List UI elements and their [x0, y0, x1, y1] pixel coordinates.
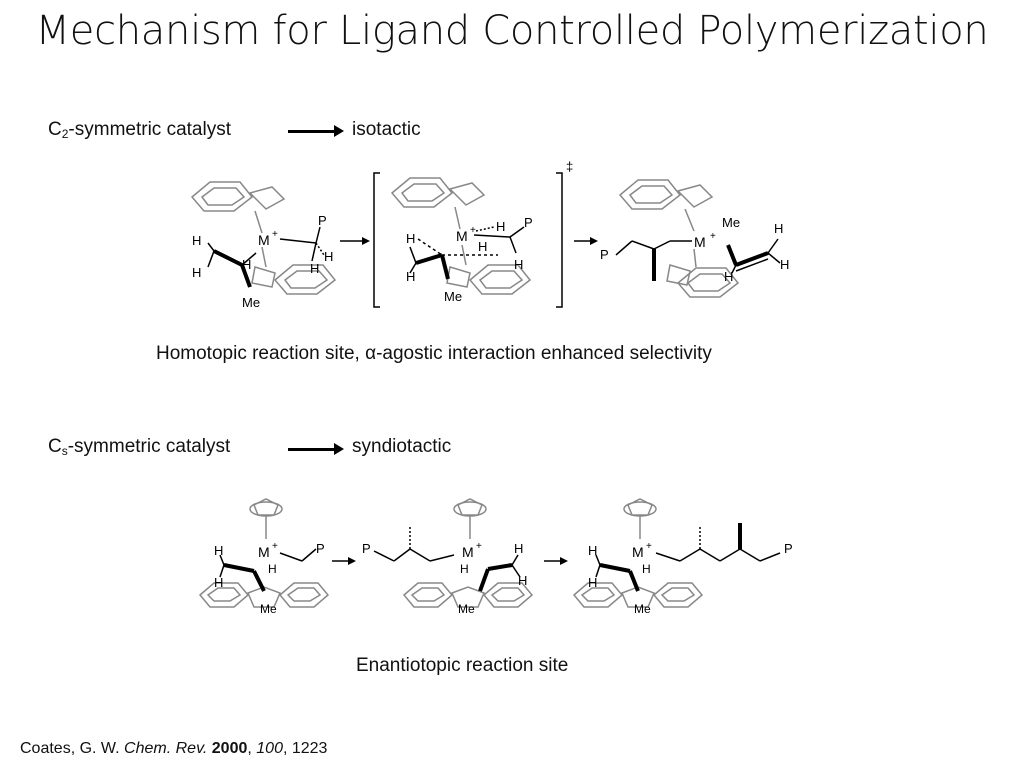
- citation-author: Coates, G. W.: [20, 740, 120, 757]
- isotactic-label: isotactic: [352, 119, 421, 140]
- cs-reaction-arrow: [288, 448, 336, 451]
- atom-h-label: H: [214, 543, 224, 558]
- citation-journal: Chem. Rev.: [124, 740, 208, 757]
- citation-volume: 100: [256, 740, 283, 757]
- transition-state-symbol: ‡: [566, 159, 574, 174]
- atom-h-label: H: [588, 543, 598, 558]
- atom-h-label: H: [478, 239, 488, 254]
- atom-h-label: H: [514, 541, 524, 556]
- charge-label: +: [470, 225, 476, 236]
- charge-label: +: [710, 231, 716, 242]
- polymer-p-label: P: [524, 215, 533, 230]
- citation: Coates, G. W. Chem. Rev. 2000, 100, 1223: [20, 740, 328, 757]
- cs-mechanism-scheme: [190, 495, 810, 625]
- atom-h-label: H: [310, 261, 320, 276]
- atom-h-label: H: [514, 257, 524, 272]
- metal-label: M: [258, 544, 270, 560]
- c2-structure-3: [620, 180, 741, 297]
- charge-label: +: [646, 541, 652, 552]
- atom-h-label: H: [192, 233, 202, 248]
- polymer-p-label: P: [318, 213, 327, 228]
- methyl-label: Me: [722, 215, 741, 230]
- polymer-p-label: P: [784, 541, 793, 556]
- citation-pages: 1223: [291, 740, 328, 757]
- methyl-label: Me: [634, 602, 651, 616]
- atom-h-label: H: [242, 257, 252, 272]
- atom-h-label: H: [324, 249, 334, 264]
- c2-mechanism-scheme: [180, 155, 820, 315]
- cs-structure-1: [200, 499, 356, 616]
- atom-h-label: H: [268, 562, 277, 576]
- metal-label: M: [456, 228, 468, 244]
- atom-h-label: H: [518, 573, 528, 588]
- methyl-label: Me: [458, 602, 475, 616]
- cs-catalyst-label: $C_s$-symmetric catalyst: [48, 436, 231, 458]
- page-title: Mechanism for Ligand Controlled Polymerization: [35, 8, 989, 54]
- atom-h-label: H: [780, 257, 790, 272]
- atom-h-label: H: [460, 562, 469, 576]
- methyl-label: Me: [444, 289, 463, 304]
- atom-h-label: H: [642, 562, 651, 576]
- methyl-label: Me: [242, 295, 261, 310]
- atom-h-label: H: [406, 269, 416, 284]
- polymer-p-label: P: [362, 541, 371, 556]
- metal-label: M: [694, 234, 706, 250]
- cs-caption: Enantiotopic reaction site: [356, 655, 569, 676]
- atom-h-label: H: [724, 269, 734, 284]
- syndiotactic-label: syndiotactic: [352, 436, 452, 457]
- c2-catalyst-label: $C_2$-symmetric catalyst: [48, 119, 231, 141]
- c2-caption: Homotopic reaction site, α-agostic interaction enhanced selectivity: [156, 343, 712, 364]
- atom-h-label: H: [774, 221, 784, 236]
- citation-year: 2000: [211, 740, 248, 757]
- polymer-p-label: P: [316, 541, 325, 556]
- atom-h-label: H: [192, 265, 202, 280]
- atom-h-label: H: [588, 575, 598, 590]
- metal-label: M: [632, 544, 644, 560]
- polymer-p-label: P: [600, 247, 609, 262]
- atom-h-label: H: [496, 219, 506, 234]
- charge-label: +: [272, 229, 278, 240]
- charge-label: +: [476, 541, 482, 552]
- methyl-label: Me: [260, 602, 277, 616]
- metal-label: M: [462, 544, 474, 560]
- c2-reaction-arrow: [288, 130, 336, 133]
- atom-h-label: H: [406, 231, 416, 246]
- metal-label: M: [258, 232, 270, 248]
- cs-structure-3: [574, 499, 793, 616]
- cs-structure-2: [362, 499, 568, 616]
- atom-h-label: H: [214, 575, 224, 590]
- charge-label: +: [272, 541, 278, 552]
